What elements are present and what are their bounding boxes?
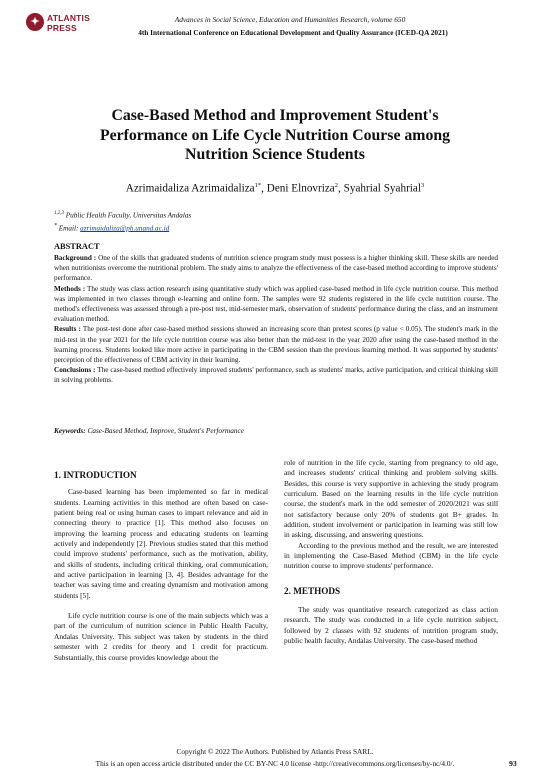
logo-line2: PRESS	[47, 23, 77, 33]
abstract-conclusions	[54, 365, 498, 385]
methods-text: The study was class action research using quantitative study which was applied case-based method in life cycle nutrition course. This method was implemented in two classes through e-learning and online form. The samples were 92 students registered in the life cycle nutrition course. The method's effectiveness was assessed through a pre-post test, mid-semester mark, observation of students' performance during the class, and an instrument evaluation method.	[54, 284, 498, 324]
results-text: The post-test done after case-based method sessions showed an increasing score than pretest scores (p value < 0.05). The student's mark in the mid-test in the year 2021 for the life cycle nutrition course was also better than the mid-test in the year 2020 after using the case-based method in the learning process. Students looked like more active in participating in the CBM session than the previous learning method. It was supported by students' perception of the effectiveness of CBM activity in their learning.	[54, 325, 498, 365]
author-sup: 3	[421, 182, 425, 189]
conference-header: 4th International Conference on Educational Development and Quality Assurance (ICED-QA 2021)	[138, 28, 448, 37]
conclusions-text: The case-based method effectively improved students' performance, such as students' marks, active participation, and critical thinking skill in solving problems.	[54, 366, 498, 385]
introduction-heading: 1. INTRODUCTION	[54, 470, 137, 480]
abstract-methods	[54, 284, 498, 325]
abstract-results	[54, 324, 498, 365]
keywords-text: Case-Based Method, Improve, Student's Performance	[87, 426, 244, 435]
logo-line1: ATLANTIS	[47, 13, 90, 23]
background-label: Background :	[54, 254, 97, 262]
results-label: Results :	[54, 325, 81, 334]
author-name: Azrimaidaliza Azrimaidaliza	[125, 182, 255, 195]
keywords-label: Keywords:	[54, 426, 86, 435]
intro-paragraph-2: Life cycle nutrition course is one of the main subjects which was a part of the curriculum of nutrition science in Public Health Faculty, Andalas University. This subject was taken by students in the third semester with 2 credits for theory and 1 credit for practicum. Substantially, this course provides knowledge about the	[54, 611, 268, 662]
title-line-3: Nutrition Science Students	[185, 146, 365, 163]
background-text: One of the skills that graduated students of nutrition science program study must possess is a higher thinking skill. These skills are needed when nutritionists overcome the nutritional problem. The study aims to analyze the effectiveness of the case-based method according to improve students' performance.	[54, 254, 499, 283]
affiliation	[54, 211, 191, 219]
footer-license: This is an open access article distributed under the CC BY-NC 4.0 license -http://creativecommons.org/licenses/by-nc/4.0/.	[95, 759, 455, 768]
abstract-background	[54, 253, 498, 284]
title-line-2: Performance on Life Cycle Nutrition Course among	[99, 126, 451, 144]
methods-label: Methods :	[54, 284, 86, 293]
atlantis-logo-icon: ✦	[26, 13, 44, 31]
right-column	[284, 458, 498, 647]
journal-header: Advances in Social Science, Education and Humanities Research, volume 650	[174, 15, 406, 24]
author-name: Deni Elnovriza	[266, 182, 335, 195]
left-column	[54, 470, 268, 663]
abstract-body	[54, 253, 498, 386]
intro-paragraph-4: According to the previous method and the result, we are interested in implementing the Case-Based Method (CBM) in the life cycle nutrition course to improve students' performance.	[284, 540, 498, 571]
intro-paragraph-3: role of nutrition in the life cycle, starting from pregnancy to old age, and increases students' critical thinking and problem solving skills. Besides, this course is very supportive in achieving the study program curriculum. Based on the learning results in the life cycle nutrition course, the student's mark in the odd semester of 2020/2021 was still not satisfactory because only 20% of students got B+ grades. In addition, student involvement or participation in learning was still low in asking, discussing, and answering questions.	[284, 458, 498, 540]
intro-paragraph-1: Case-based learning has been implemented so far in medical students. Learning activities in this method are often based on case-patient being real or using human cases to impart relevance and aid in connecting theory to practice [1]. This method also focuses on improving the learning process and educating students on learning actively and independently [2]. Previous studies stated that this method could improve students' performance, such as the motivation, ability, and skills of students, including critical thinking, oral communication, and active participation in learning [3, 4]. Besides advantage for the teacher was saving time and creating dynamism and motivation among students [5].	[54, 487, 268, 600]
methods-heading: 2. METHODS	[284, 585, 341, 596]
paper-title	[60, 106, 490, 165]
email-sup: *	[54, 223, 57, 229]
conclusions-label: Conclusions :	[54, 366, 96, 375]
page-number: 93	[509, 759, 517, 768]
author-sup: 1*	[254, 182, 262, 189]
corresponding-email	[54, 223, 169, 232]
affiliation-sup: 1,2,3	[54, 211, 64, 216]
author-sup: 2	[334, 182, 339, 189]
keywords	[54, 426, 244, 435]
author-list: Azrimaidaliza Azrimaidaliza$^{1*}$, Deni Elnovriza$^2$, Syahrial Syahrial$^3$	[125, 182, 425, 195]
title-line-1: Case-Based Method and Improvement Student's	[111, 107, 439, 124]
email-label: Email:	[58, 224, 79, 233]
methods-paragraph-1: The study was quantitative research categorized as class action research. The study was conducted in a life cycle nutrition subject, followed by 2 classes with 92 students of nutrition program study, public health faculty, Andalas University. The case-based method	[284, 605, 498, 646]
email-link[interactable]: azrimaidaliza@ph.unand.ac.id	[80, 224, 170, 233]
footer-copyright: Copyright © 2022 The Authors. Published by Atlantis Press SARL.	[176, 747, 374, 756]
abstract-heading: ABSTRACT	[54, 242, 100, 251]
author-name: Syahrial Syahrial	[343, 182, 421, 195]
affiliation-text: Public Health Faculty, Universitas Andalas	[65, 211, 192, 220]
